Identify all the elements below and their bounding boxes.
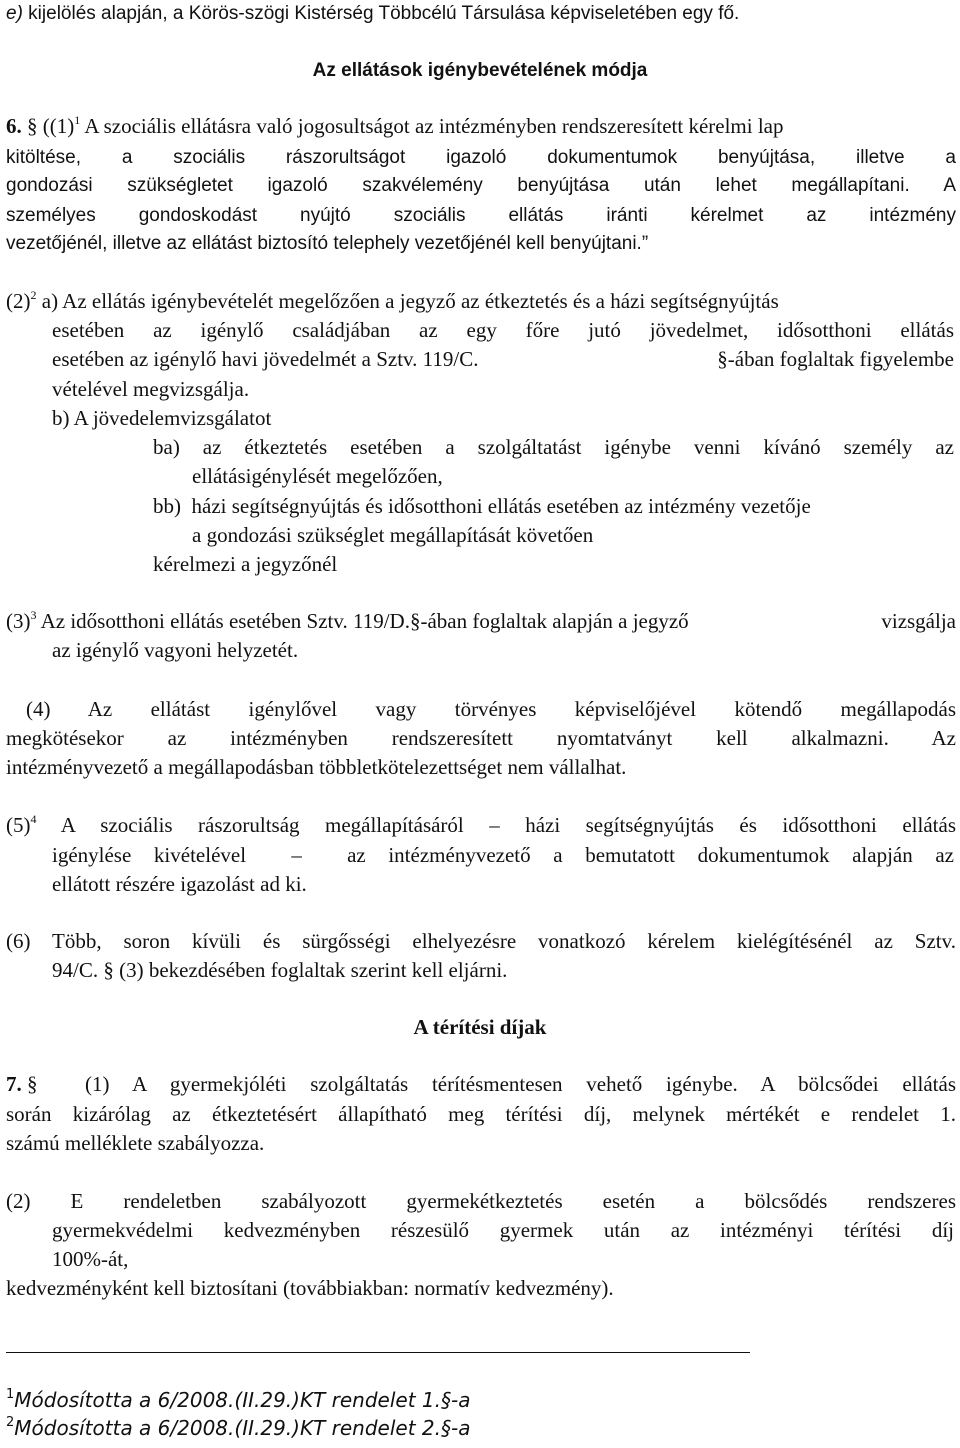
footnote-ref: 1 [74,113,81,127]
item-label: e) [6,3,23,24]
paragraph-7-1-line-3: számú melléklete szabályozza. [6,1131,265,1155]
paragraph-6-4-line-1: (4) Az ellátást igénylővel vagy törvényes képviselőjével kötendő megállapodás [26,697,956,721]
subpoint-closing: kérelmezi a jegyzőnél [153,552,338,576]
section-number: 7. [6,1072,27,1096]
paragraph-6-1-line-1: 6. § ($(1)^1$ A szociális ellátásra való jogosultságot az intézményben rendszeresített kérelmi lap [6,113,784,138]
paragraph-6-5-line-1: $(5)^4$ A szociális rászorultság megállapításáról – házi segítségnyújtás és idősotthoni ellátás [6,812,956,837]
list-item-e [6,4,739,23]
footnote-ref: 3 [30,608,37,622]
paragraph-7-2-line-4: kedvezményként kell biztosítani (továbbiakban: normatív kedvezmény). [6,1276,614,1300]
subpoint-ba-line-2: ellátásigénylését megelőzően, [192,464,443,488]
paragraph-6-1-line-4: személyes gondoskodást nyújtó szociális ellátás iránti kérelmet az intézmény [6,205,956,226]
subpoint-b: b) A jövedelemvizsgálatot [52,406,272,430]
paragraph-7-2-line-1: (2) E rendeletben szabályozott gyermekétkeztetés esetén a bölcsődés rendszeres [6,1189,956,1213]
item-text: kijelölés alapján, a Körös-szögi Kistérség Többcélú Társulása képviseletében egy fő. [22,3,740,24]
footnote-ref: 2 [30,288,37,302]
subpoint-bb-line-1: bb) házi segítségnyújtás és idősotthoni ellátás esetében az intézmény vezetője [153,494,811,518]
paragraph-6-3-line-2: az igénylő vagyoni helyzetét. [52,638,299,662]
paragraph-6-2-line-2: esetében az igénylő családjában az egy főre jutó jövedelmet, idősotthoni ellátás [52,318,954,342]
subpoint-bb-line-2: a gondozási szükséglet megállapítását követően [192,523,594,547]
paragraph-6-6-line-1: (6) Több, soron kívüli és sürgősségi elhelyezésre vonatkozó kérelem kielégítésénél az Sztv. [6,929,956,953]
paragraph-6-1-line-5: vezetőjénél, illetve az ellátást biztosító telephely vezetőjénél kell benyújtani.” [6,233,649,254]
paragraph-6-2-line-1: $(2)^2$ a) Az ellátás igénybevételét megelőzően a jegyző az étkeztetés és a házi segítségnyújtás [6,288,779,313]
paragraph-6-4-line-2: megkötésekor az intézményben rendszeresített nyomtatványt kell alkalmazni. Az [6,726,956,750]
section-heading: A térítési díjak [413,1015,547,1039]
paragraph-6-2-line-3: esetében az igénylő havi jövedelmét a Sztv. 119/C. §-ában foglaltak figyelembe [52,347,954,371]
section-heading: Az ellátások igénybevételének módja [312,60,648,81]
paragraph-6-4-line-3: intézményvezető a megállapodásban többletkötelezettséget nem vállalhat. [6,755,627,779]
paragraph-number: ((1) [42,114,75,138]
paragraph-6-5-line-2: igénylése kivételével – az intézményvezető a bemutatott dokumentumok alapján az [52,843,954,867]
paragraph-7-2-line-2: gyermekvédelmi kedvezményben részesülő gyermek után az intézményi térítési díj [52,1218,954,1242]
footnote-ref: 4 [30,812,37,826]
paragraph-6-6-line-2: 94/C. § (3) bekezdésében foglaltak szerint kell eljárni. [52,958,508,982]
paragraph-6-5-line-3: ellátott részére igazolást ad ki. [52,872,307,896]
paragraph-6-3-line-1: $(3)^3$ Az idősotthoni ellátás esetében Sztv. 119/D.§-ában foglaltak alapján a jegyző vizsgálja [6,608,956,633]
paragraph-6-1-line-2: kitöltése, a szociális rászorultságot igazoló dokumentumok benyújtása, illetve a [6,147,956,168]
section-number: 6. [6,114,27,138]
paragraph-7-1-line-2: során kizárólag az étkeztetésért állapítható meg térítési díj, melynek mértékét e rendelet 1. [6,1102,956,1126]
paragraph-7-1-line-1: 7. § (1) A gyermekjóléti szolgáltatás térítésmentesen vehető igénybe. A bölcsődei ellátás [6,1072,956,1096]
paragraph-6-2-line-4: vételével megvizsgálja. [52,377,250,401]
paragraph-7-2-line-3: 100%-át, [52,1247,129,1271]
footnote-2: $^2$Módosította a 6/2008.(II.29.)KT rendelet 2.§-a [6,1415,471,1440]
section-sign: § [27,114,38,138]
subpoint-ba-line-1: ba) az étkeztetés esetében a szolgáltatást igénybe venni kívánó személy az [153,435,954,459]
footnote-1: $^1$Módosította a 6/2008.(II.29.)KT rendelet 1.§-a [6,1387,471,1412]
footnote-separator [6,1352,750,1353]
paragraph-6-1-line-3: gondozási szükségletet igazoló szakvélemény benyújtása után lehet megállapítani. A [6,175,956,196]
